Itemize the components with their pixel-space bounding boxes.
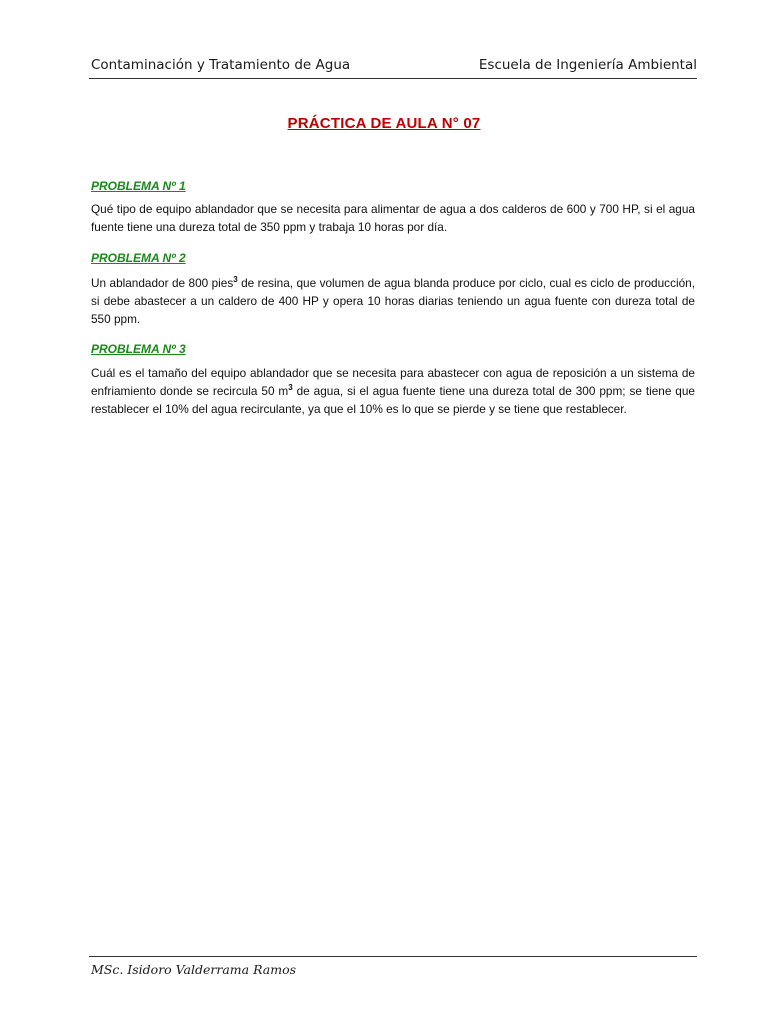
- cubic-superscript: 3: [288, 383, 293, 393]
- problem-2-text: [91, 274, 695, 328]
- problem-2-text-part-1: Un ablandador de 800 pies: [91, 276, 234, 290]
- problem-3-heading: PROBLEMA Nº 3: [91, 342, 186, 356]
- problem-3-text-part-2: de agua, si el agua fuente tiene una dureza total de 300 ppm; se tiene que restablecer el 10% del agua recirculante, ya que el 10% es lo que se pierde y se tiene que restablecer.: [91, 384, 695, 416]
- cubic-superscript: 3: [233, 275, 238, 285]
- header-school-name: Escuela de Ingeniería Ambiental: [478, 57, 697, 73]
- problem-1-heading: PROBLEMA Nº 1: [91, 179, 186, 193]
- problem-2-text-part-2: de resina, que volumen de agua blanda produce por ciclo, cual es ciclo de producción, si debe abastecer a un caldero de 400 HP y opera 10 horas diarias teniendo un agua fuente con dureza total de 550 ppm.: [91, 276, 695, 326]
- problem-1-text: [91, 200, 695, 236]
- problem-3-text: [91, 364, 695, 418]
- header-divider: [89, 78, 697, 79]
- page-title: PRÁCTICA DE AULA N° 07: [287, 115, 481, 132]
- page-header: [91, 57, 697, 77]
- footer-divider: [89, 956, 697, 957]
- problem-1-text-body: Qué tipo de equipo ablandador que se necesita para alimentar de agua a dos calderos de 600 y 700 HP, si el agua fuente tiene una dureza total de 350 ppm y trabaja 10 horas por día.: [91, 202, 695, 234]
- problem-3-text-part-1: Cuál es el tamaño del equipo ablandador que se necesita para abastecer con agua de reposición a un sistema de enfriamiento donde se recircula 50 m: [91, 366, 695, 398]
- header-course-title: Contaminación y Tratamiento de Agua: [91, 57, 351, 73]
- problem-2-heading: PROBLEMA Nº 2: [91, 251, 186, 265]
- footer-author: MSc. Isidoro Valderrama Ramos: [91, 962, 297, 977]
